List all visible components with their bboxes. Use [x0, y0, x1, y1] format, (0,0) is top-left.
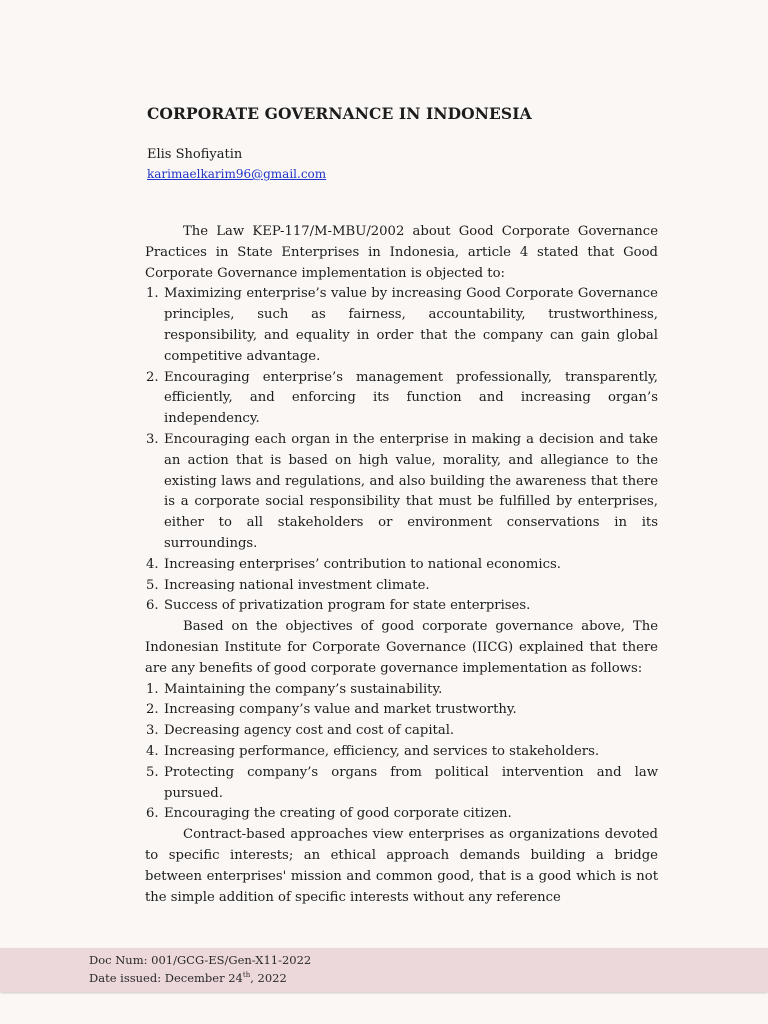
list-item: [145, 700, 658, 721]
list-item-text: Encouraging enterprise’s management professionally, transparently, efficiently, and enforcing its function and increasing organ’s independency.: [164, 369, 658, 427]
list-item: [145, 284, 658, 367]
list-item-text: Protecting company’s organs from political intervention and law pursued.: [164, 764, 658, 801]
document-footer: [0, 948, 768, 992]
list-item-number: 4.: [146, 743, 159, 759]
document-title: CORPORATE GOVERNANCE IN INDONESIA: [147, 104, 532, 123]
intro-paragraph: The Law KEP-117/M-MBU/2002 about Good Corporate Governance Practices in State Enterprises in Indonesia, article 4 stated that Good Corporate Governance implementation is objected to:: [145, 224, 658, 281]
list-item-number: 5.: [146, 764, 159, 780]
list-item: [145, 368, 658, 430]
benefits-list: [145, 680, 658, 826]
list-item-number: 1.: [146, 286, 159, 302]
list-item: [145, 596, 658, 617]
list-item-number: 3.: [146, 431, 159, 447]
list-item: [145, 804, 658, 825]
list-item-text: Encouraging each organ in the enterprise in making a decision and take an action that is based on high value, morality, and allegiance to the existing laws and regulations, and also building the awareness that there is a corporate social responsibility that must be fulfilled by enterprises, either to all stakeholders or environment conservations in its surroundings.: [164, 431, 658, 551]
list-item-number: 1.: [146, 681, 159, 697]
objectives-list: [145, 284, 658, 617]
list-item: [145, 430, 658, 555]
date-ordinal-suffix: th: [242, 971, 251, 980]
author-email-link[interactable]: karimaelkarim96@gmail.com: [147, 167, 327, 181]
list-item-number: 2.: [146, 702, 159, 718]
list-item-number: 3.: [146, 723, 159, 739]
document-body: [145, 222, 658, 908]
list-item-text: Increasing company’s value and market trustworthy.: [164, 702, 517, 718]
list-item: [145, 763, 658, 805]
date-issued-year: , 2022: [250, 971, 287, 985]
list-item-text: Maximizing enterprise’s value by increasing Good Corporate Governance principles, such as fairness, accountability, trustworthiness, responsibility, and equality in order that the company can gain global competitive advantage.: [164, 286, 658, 364]
list-item-text: Encouraging the creating of good corporate citizen.: [164, 806, 512, 822]
list-item-text: Increasing enterprises’ contribution to national economics.: [164, 556, 561, 572]
list-item-number: 6.: [146, 806, 159, 822]
list-item: [145, 721, 658, 742]
list-item-number: 6.: [146, 598, 159, 614]
list-item-text: Maintaining the company’s sustainability.: [164, 681, 443, 697]
list-item-text: Increasing performance, efficiency, and services to stakeholders.: [164, 743, 600, 759]
benefits-paragraph: Based on the objectives of good corporate governance above, The Indonesian Institute for Corporate Governance (IICG) explained that there are any benefits of good corporate governance implementation as follows:: [145, 619, 658, 676]
author-name: Elis Shofiyatin: [147, 147, 243, 162]
list-item-number: 2.: [146, 369, 159, 385]
list-item: [145, 680, 658, 701]
list-item-text: Success of privatization program for state enterprises.: [164, 598, 531, 614]
list-item-number: 4.: [146, 556, 159, 572]
doc-number: Doc Num: 001/GCG-ES/Gen-X11-2022: [89, 953, 312, 967]
list-item: [145, 576, 658, 597]
date-issued-prefix: Date issued: December 24: [89, 971, 243, 985]
list-item-text: Increasing national investment climate.: [164, 577, 430, 593]
list-item: [145, 555, 658, 576]
list-item-text: Decreasing agency cost and cost of capital.: [164, 723, 455, 739]
closing-paragraph: Contract-based approaches view enterprises as organizations devoted to specific interests; an ethical approach demands building a bridge between enterprises' mission and common good, that is a good which is not the simple addition of specific interests without any reference: [145, 827, 658, 905]
list-item: [145, 742, 658, 763]
date-issued: [89, 971, 287, 985]
list-item-number: 5.: [146, 577, 159, 593]
